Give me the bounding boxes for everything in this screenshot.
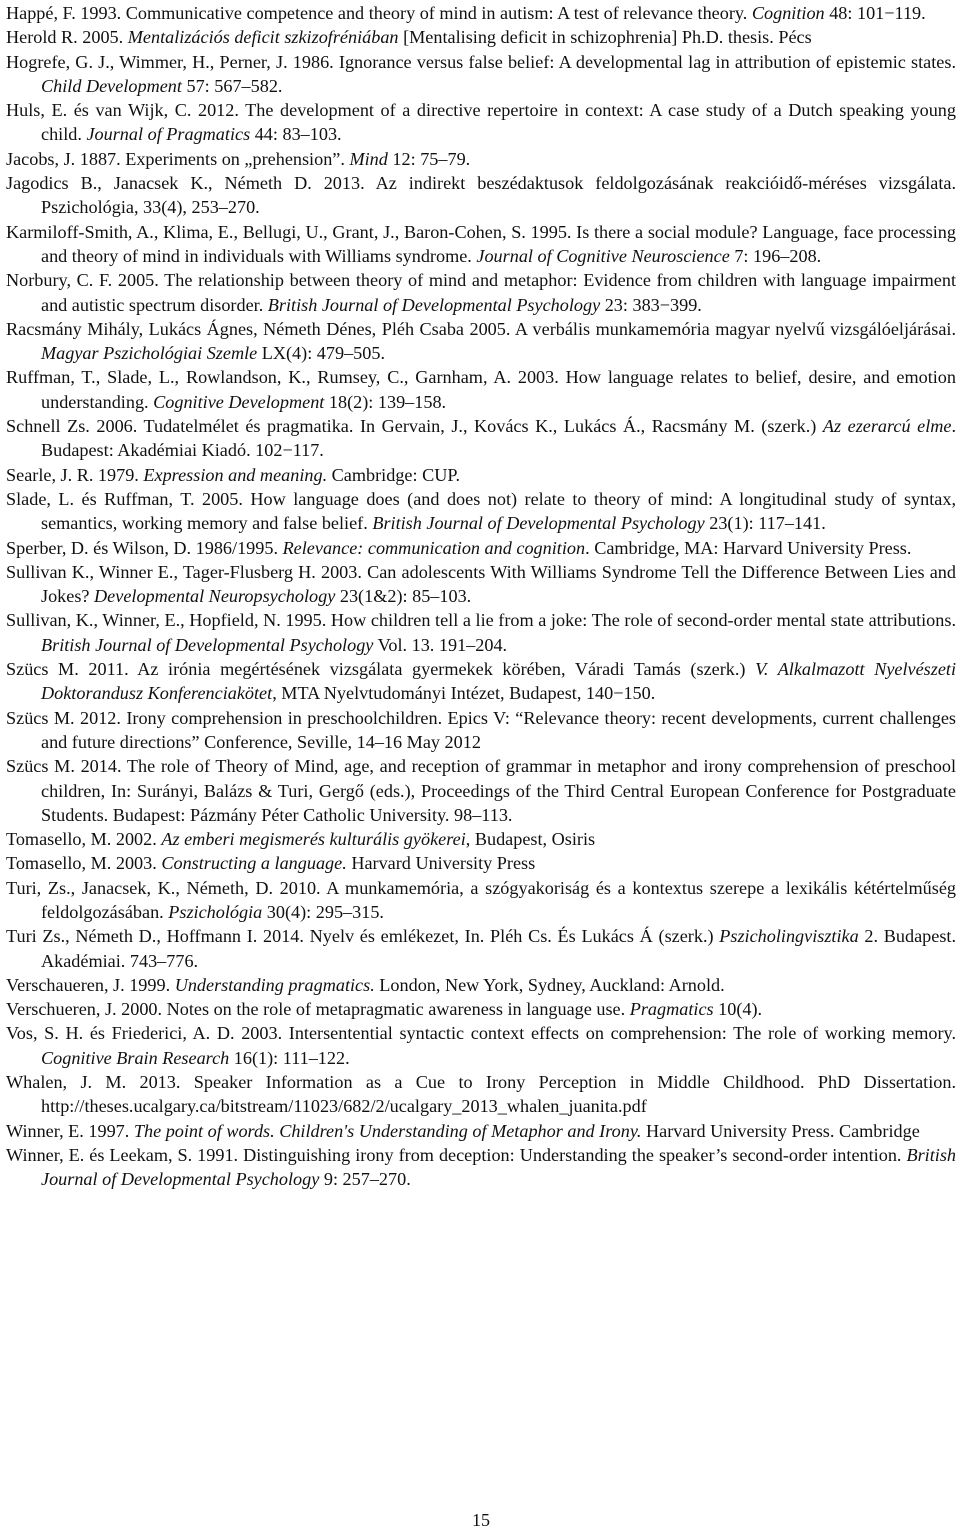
reference-text: Ruffman, T., Slade, L., Rowlandson, K., Rumsey, C., Garnham, A. 2003. How language relates to belief, desire, and emotion understanding. [6,367,956,412]
reference-entry [6,1119,956,1143]
reference-title-italic: Az emberi megismerés kulturális gyökerei [161,829,466,850]
reference-text: 7: 196–208. [729,245,822,266]
reference-title-italic: British Journal of Developmental Psychology [372,513,705,534]
reference-text: 16(1): 111–122. [229,1047,350,1068]
document-page [6,0,956,1529]
reference-text: Karmiloff-Smith, A., Klima, E., Bellugi, U., Grant, J., Baron-Cohen, S. 1995. Is there a social module? Language, face processing and theory of mind in individuals with Williams syndrome. [6,221,956,266]
reference-text: Winner, E. 1997. [6,1120,134,1141]
reference-text: Turi Zs., Németh D., Hoffmann I. 2014. Nyelv és emlékezet, In. Pléh Cs. És Lukács Á (szerk.) [6,926,720,947]
reference-entry [6,171,956,220]
reference-entry [6,365,956,414]
reference-entry [6,147,956,171]
reference-text: Tomasello, M. 2002. [6,829,162,850]
reference-text: Harvard University Press. Cambridge [641,1120,920,1141]
reference-text: Harvard University Press [346,853,536,874]
reference-text: Winner, E. és Leekam, S. 1991. Distinguishing irony from deception: Understanding the speaker’s second-order intention. [6,1144,907,1165]
reference-text: Sullivan, K., Winner, E., Hopfield, N. 1995. How children tell a lie from a joke: The role of second-order mental state attributions. [6,610,956,631]
reference-text: Jacobs, J. 1887. Experiments on „prehension”. [6,148,350,169]
reference-text: Cambridge: CUP. [327,464,460,485]
reference-entry [6,560,956,609]
reference-title-italic: Magyar Pszichológiai Szemle [41,343,258,364]
reference-entry [6,50,956,99]
reference-text: 30(4): 295–315. [262,901,384,922]
reference-entry [6,536,956,560]
reference-text: London, New York, Sydney, Auckland: Arnold. [374,974,725,995]
reference-text: Tomasello, M. 2003. [6,853,162,874]
reference-title-italic: V. Alkalmazott Nyelvészeti Doktorandusz Konferenciakötet [41,659,957,704]
reference-text: 44: 83–103. [250,124,342,145]
reference-text: Huls, E. és van Wijk, C. 2012. The development of a directive repertoire in context: A case study of a Dutch speaking young child. [6,100,956,145]
reference-entry [6,268,956,317]
reference-title-italic: Mentalizációs deficit szkizofréniában [127,27,399,48]
reference-title-italic: British Journal of Developmental Psychology [41,634,374,655]
reference-text: Verschueren, J. 2000. Notes on the role of metapragmatic awareness in language use. [6,999,630,1020]
reference-text: Searle, J. R. 1979. [6,464,144,485]
reference-entry [6,754,956,827]
reference-text: Vos, S. H. és Friederici, A. D. 2003. Intersentential syntactic context effects on comprehension: The role of working memory. [6,1023,956,1044]
reference-text: Norbury, C. F. 2005. The relationship between theory of mind and metaphor: Evidence from children with language impairment and autistic spectrum disorder. [6,270,956,315]
reference-title-italic: Pszichológia [168,901,263,922]
reference-text: Jagodics B., Janacsek K., Németh D. 2013. Az indirekt beszédaktusok feldolgozásának reakcióidő-méréses vizsgálata. Pszichológia, 33(4), 253–270. [6,173,956,218]
reference-title-italic: Journal of Cognitive Neuroscience [476,245,730,266]
reference-entry [6,220,956,269]
reference-title-italic: Journal of Pragmatics [86,124,251,145]
reference-entry [6,851,956,875]
reference-title-italic: Cognitive Brain Research [41,1047,230,1068]
reference-title-italic: British Journal of Developmental Psychology [41,1144,956,1190]
reference-text: 18(2): 139–158. [324,391,447,412]
reference-title-italic: Pszicholingvisztika [719,926,859,947]
reference-text: Schnell Zs. 2006. Tudatelmélet és pragmatika. In Gervain, J., Kovács K., Lukács Á., Racsmány M. (szerk.) [6,416,823,437]
reference-text: Herold R. 2005. [6,27,128,48]
reference-title-italic: British Journal of Developmental Psychology [267,294,601,315]
reference-entry [6,414,956,463]
reference-title-italic: Cognition [751,3,825,23]
reference-text: Szücs M. 2014. The role of Theory of Mind, age, and reception of grammar in metaphor and irony comprehension of preschool children, In: Surányi, Balázs & Turi, Gergő (eds.), Proceedings of the Third Central European Conference for Postgraduate Students. Budapest: Pázmány Péter Catholic University. 98–113. [6,756,956,825]
reference-text: Vol. 13. 191–204. [373,634,508,655]
reference-text: Szücs M. 2011. Az irónia megértésének vizsgálata gyermekek körében, Váradi Tamás (szerk.) [6,659,756,680]
reference-text: LX(4): 479–505. [257,343,386,364]
reference-entry [6,608,956,657]
reference-text: Whalen, J. M. 2013. Speaker Information as a Cue to Irony Perception in Middle Childhood. PhD Dissertation. http://theses.ucalgary.ca/bitstream/11023/682/2/ucalgary_2013_whalen_juanita.pdf [6,1072,956,1117]
reference-entry [6,463,956,487]
reference-title-italic: The point of words. Children's Understanding of Metaphor and Irony. [133,1120,642,1141]
reference-text: Hogrefe, G. J., Wimmer, H., Perner, J. 1986. Ignorance versus false belief: A developmental lag in attribution of epistemic states. [6,51,956,72]
reference-title-italic: Mind [349,148,388,169]
reference-text: 23: 383−399. [600,294,702,315]
reference-text: 57: 567–582. [181,75,283,96]
reference-entry [6,317,956,366]
reference-text: Sullivan K., Winner E., Tager-Flusberg H. 2003. Can adolescents With Williams Syndrome Tell the Difference Between Lies and Jokes? [6,561,956,607]
reference-entry [6,997,956,1021]
reference-entry [6,487,956,536]
reference-title-italic: Developmental Neuropsychology [94,586,336,607]
reference-entry [6,657,956,706]
page-number: 15 [472,1510,490,1530]
reference-text: 10(4). [713,999,763,1020]
reference-text: 23(1): 117–141. [704,513,826,534]
reference-text: , MTA Nyelvtudományi Intézet, Budapest, 140−150. [272,683,656,704]
reference-entry [6,924,956,973]
reference-entry [6,98,956,147]
reference-text: Slade, L. és Ruffman, T. 2005. How language does (and does not) relate to theory of mind: A longitudinal study of syntax, semantics, working memory and false belief. [6,488,956,534]
reference-text: . Cambridge, MA: Harvard University Press. [585,537,912,558]
reference-entry [6,706,956,755]
reference-title-italic: Relevance: communication and cognition [282,537,586,558]
reference-text: 12: 75–79. [387,148,471,169]
reference-title-italic: Pragmatics [629,999,714,1020]
reference-title-italic: Cognitive Development [153,391,325,412]
reference-text: Turi, Zs., Janacsek, K., Németh, D. 2010. A munkamemória, a szógyakoriság és a kontextus szerepe a lexikális kétértelműség feldolgozásában. [6,877,956,922]
reference-text: Sperber, D. és Wilson, D. 1986/1995. [6,537,283,558]
reference-title-italic: Child Development [41,75,182,96]
reference-entry [6,876,956,925]
reference-entry [6,1143,956,1192]
reference-entry [6,1,956,25]
reference-entry [6,25,956,49]
reference-entry [6,1070,956,1119]
reference-text: , Budapest, Osiris [465,829,596,850]
reference-text: . Budapest: Akadémiai Kiadó. 102−117. [41,416,957,461]
reference-title-italic: Constructing a language. [161,853,347,874]
reference-text: Happé, F. 1993. Communicative competence and theory of mind in autism: A test of relevance theory. [6,3,752,23]
reference-entry [6,827,956,851]
reference-text: 2. Budapest. Akadémiai. 743–776. [41,926,956,971]
reference-entry [6,973,956,997]
reference-list [6,1,956,1192]
reference-title-italic: Understanding pragmatics. [174,974,375,995]
reference-text: 9: 257–270. [319,1169,411,1190]
reference-text: Verschaueren, J. 1999. [6,974,175,995]
reference-text: Szücs M. 2012. Irony comprehension in preschoolchildren. Epics V: “Relevance theory: recent developments, current challenges and future directions” Conference, Seville, 14–16 May 2012 [6,707,956,752]
reference-text: [Mentalising deficit in schizophrenia] Ph.D. thesis. Pécs [398,27,812,48]
reference-text: 48: 101−119. [824,3,926,23]
reference-text: Racsmány Mihály, Lukács Ágnes, Németh Dénes, Pléh Csaba 2005. A verbális munkamemória magyar nyelvű vizsgálóeljárásai. [6,318,956,339]
reference-title-italic: Expression and meaning. [143,464,328,485]
reference-text: 23(1&2): 85–103. [335,586,472,607]
reference-title-italic: Az ezerarcú elme [822,416,952,437]
reference-entry [6,1021,956,1070]
